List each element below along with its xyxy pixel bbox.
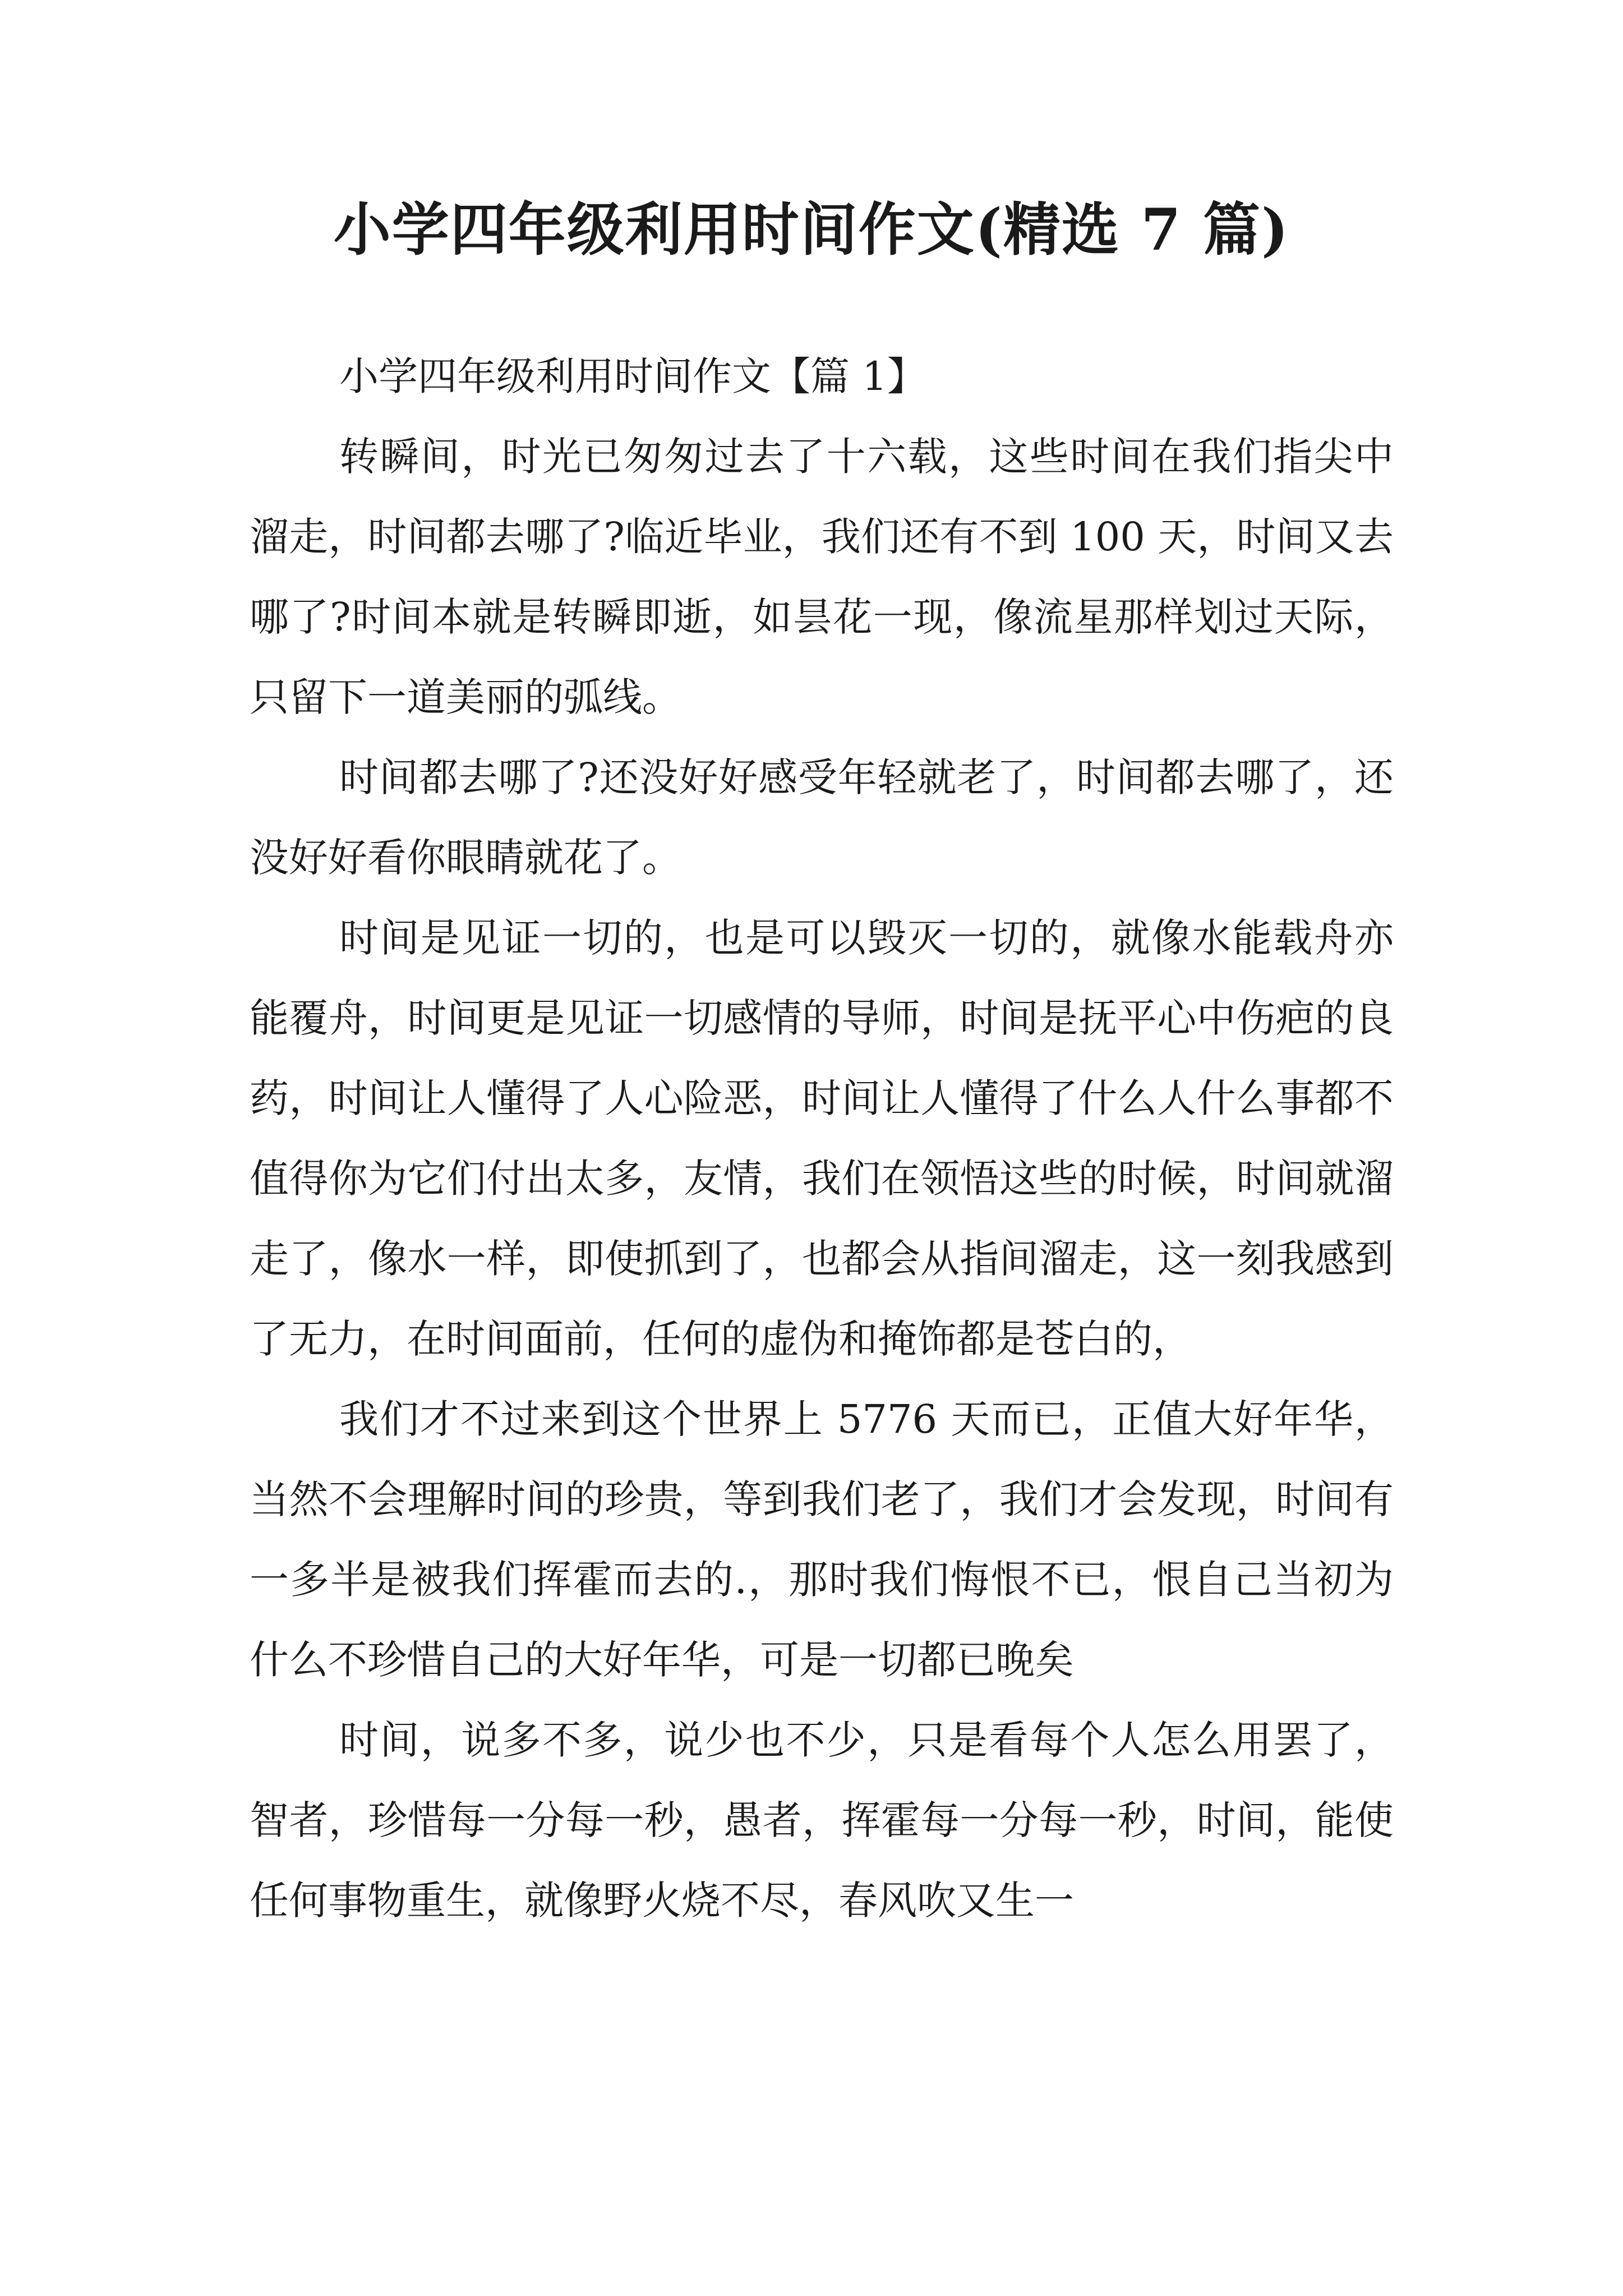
section-heading: 小学四年级利用时间作文【篇 1】 bbox=[339, 353, 926, 399]
document-title: 小学四年级利用时间作文(精选 7 篇) bbox=[333, 196, 1290, 264]
paragraph-5: 时间，说多不多，说少也不少，只是看每个人怎么用罢了，智者，珍惜每一分每一秒，愚者，挥霍每一分每一秒，时间，能使任何事物重生，就像野火烧不尽，春风吹又生一 bbox=[250, 1717, 1394, 1924]
paragraph-1: 转瞬间，时光已匆匆过去了十六载，这些时间在我们指尖中溜走，时间都去哪了?临近毕业，我们还有不到 100 天，时间又去哪了?时间本就是转瞬即逝，如昙花一现，像流星那样划过天际，只留下一道美丽的弧线。 bbox=[250, 434, 1394, 720]
paragraph-4: 我们才不过来到这个世界上 5776 天而已，正值大好年华，当然不会理解时间的珍贵，等到我们老了，我们才会发现，时间有一多半是被我们挥霍而去的.，那时我们悔恨不已，恨自己当初为什么不珍惜自己的大好年华，可是一切都已晚矣 bbox=[250, 1396, 1394, 1683]
paragraph-3: 时间是见证一切的，也是可以毁灭一切的，就像水能载舟亦能覆舟，时间更是见证一切感情的导师，时间是抚平心中伤疤的良药，时间让人懂得了人心险恶，时间让人懂得了什么人什么事都不值得你为它们付出太多，友情，我们在领悟这些的时候，时间就溜走了，像水一样，即使抓到了，也都会从指间溜走，这一刻我感到了无力，在时间面前，任何的虚伪和掩饰都是苍白的， bbox=[250, 915, 1394, 1362]
document-body bbox=[250, 337, 1394, 1941]
paragraph-2: 时间都去哪了?还没好好感受年轻就老了，时间都去哪了，还没好好看你眼睛就花了。 bbox=[250, 754, 1394, 881]
